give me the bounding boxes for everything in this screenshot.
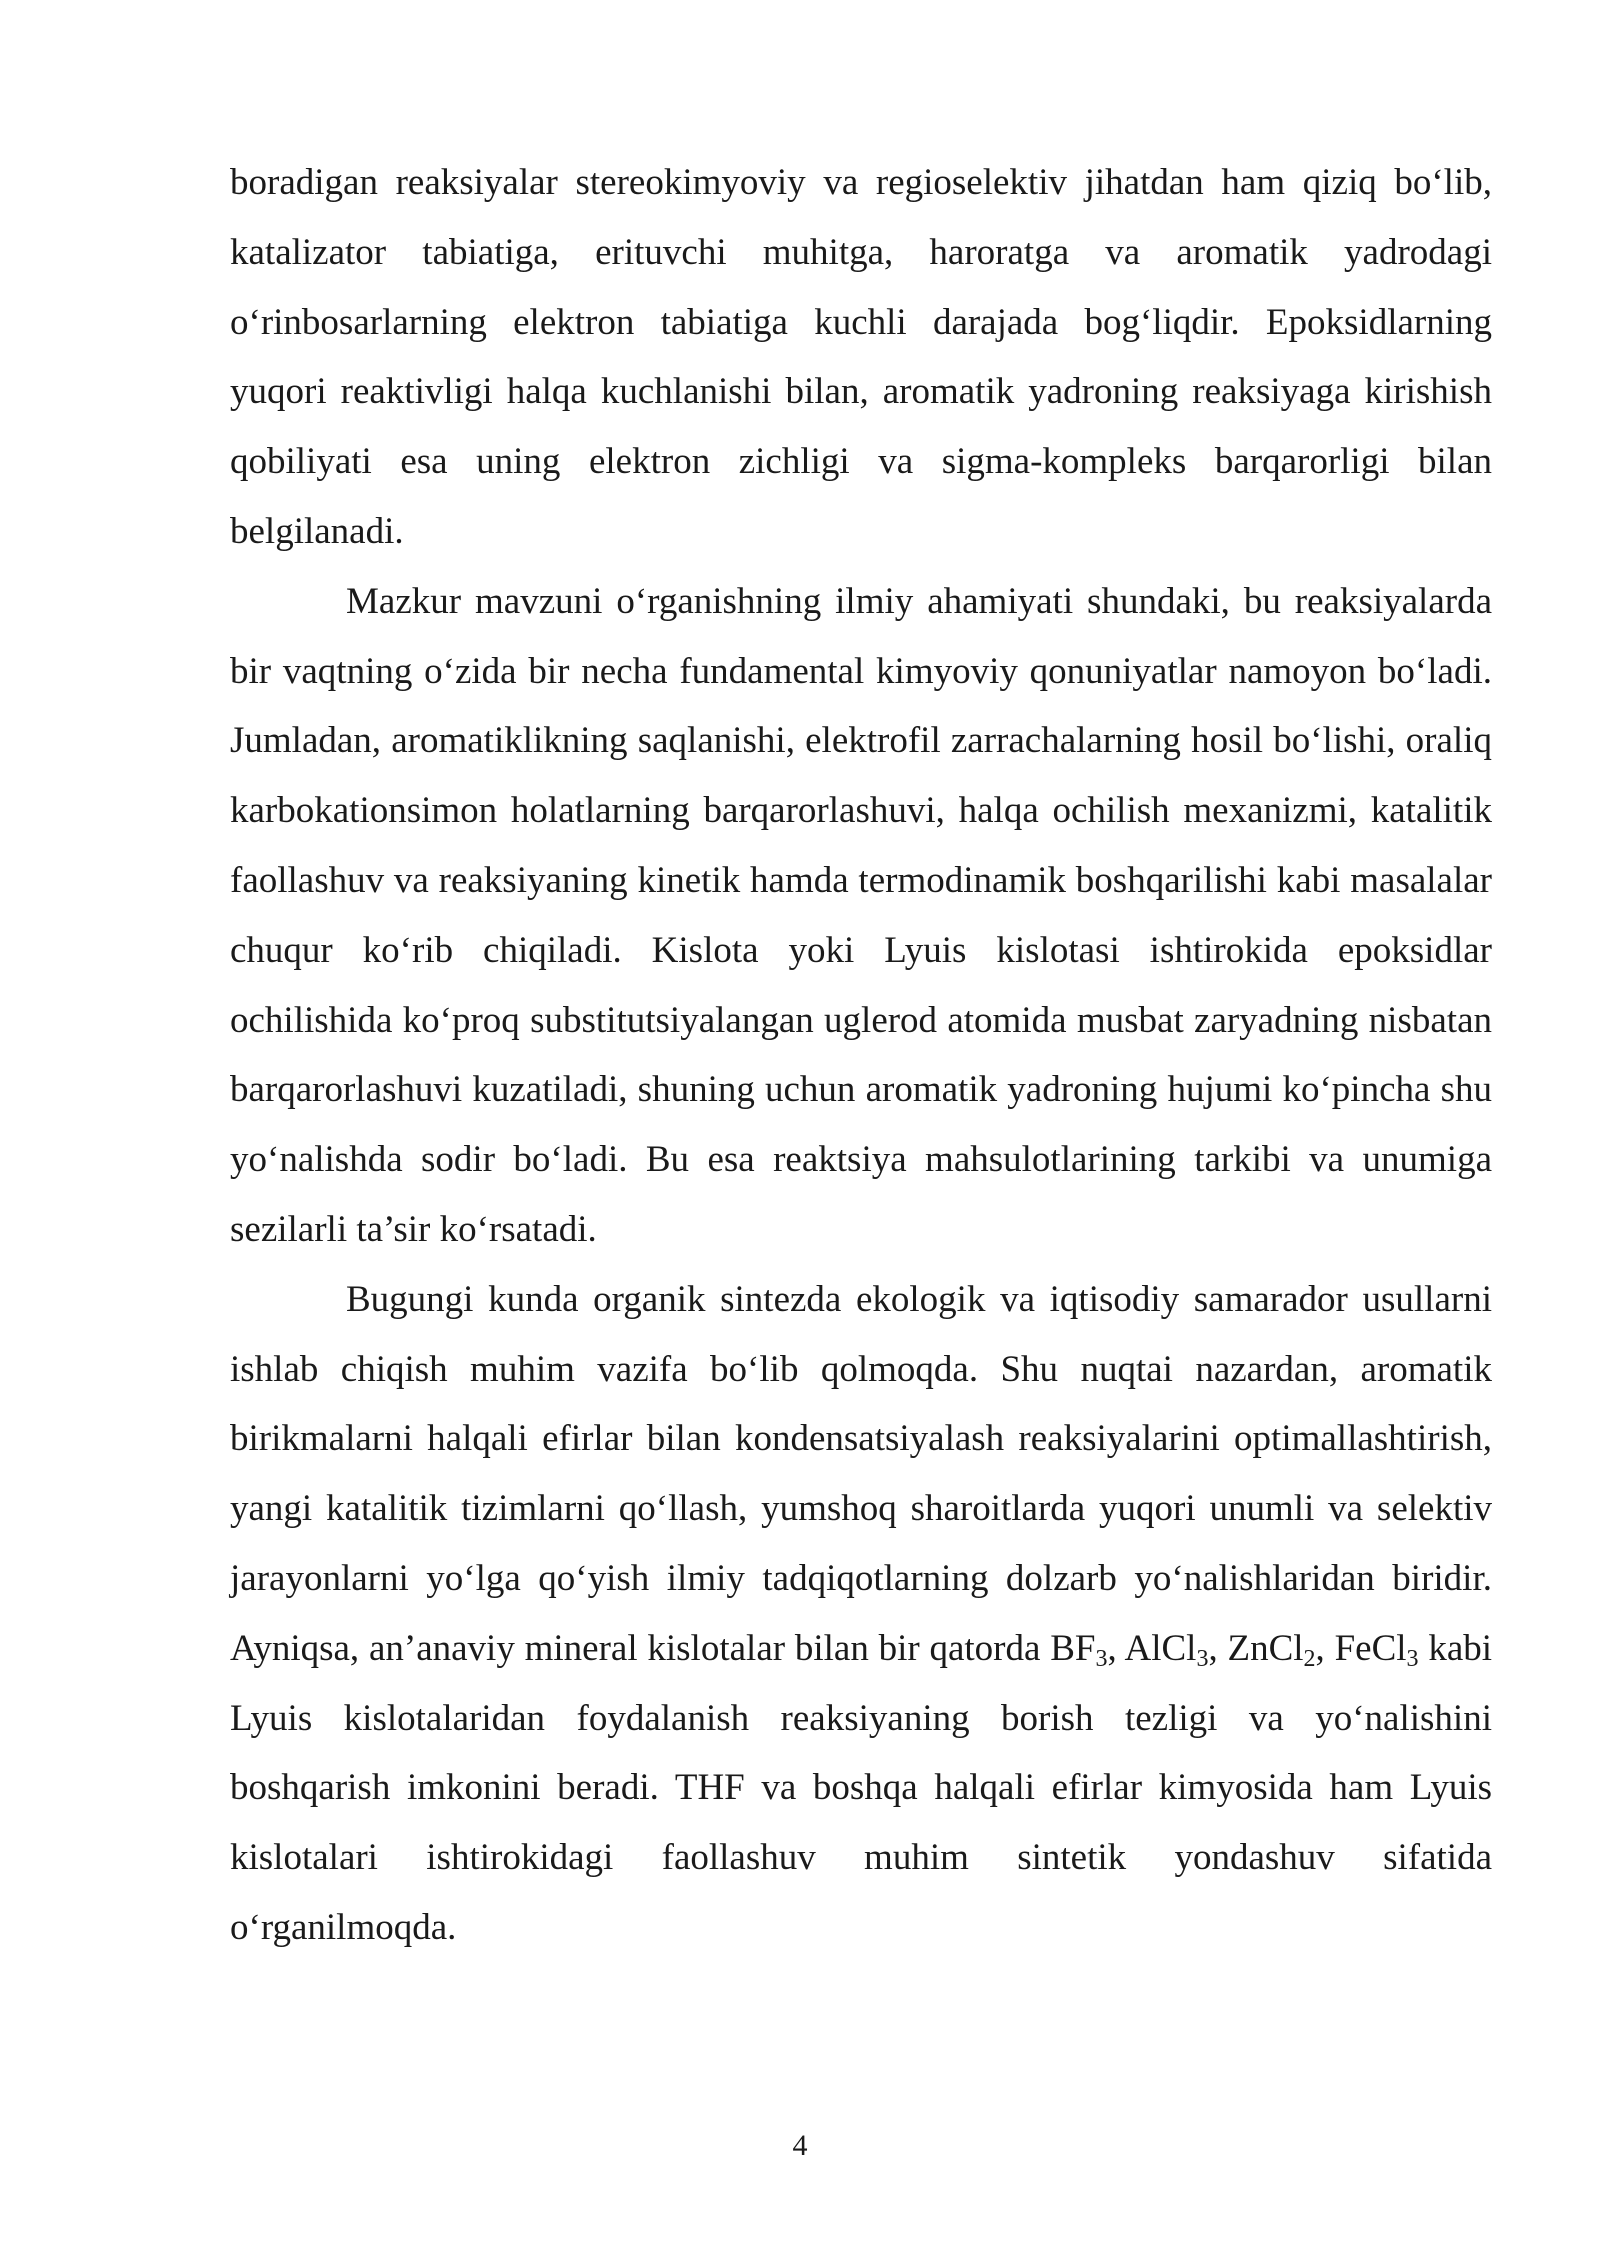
formula-fecl3 [1334, 1627, 1419, 1672]
formula-separator: , [1315, 1627, 1325, 1669]
formula-base: AlCl [1124, 1627, 1197, 1669]
formula-subscript: 3 [1406, 1645, 1419, 1672]
formula-subscript: 3 [1196, 1645, 1209, 1672]
paragraph-2: Mazkur mavzuni o‘rganishning ilmiy ahamiyati shundaki, bu reaksiyalarda bir vaqtning o‘zida bir necha fundamental kimyoviy qonuniyatlar namoyon bo‘ladi. Jumladan, aromatiklikning saqlanishi, elektrofil zarrachalarning hosil bo‘lishi, oraliq karbokationsimon holatlarning barqarorlashuvi, halqa ochilish mexanizmi, katalitik faollashuv va reaksiyaning kinetik hamda termodinamik boshqarilishi kabi masalalar chuqur ko‘rib chiqiladi. Kislota yoki Lyuis kislotasi ishtirokida epoksidlar ochilishida ko‘proq substitutsiyalangan uglerod atomida musbat zaryadning nisbatan barqarorlashuvi kuzatiladi, shuning uchun aromatik yadroning hujumi ko‘pincha shu yo‘nalishda sodir bo‘ladi. Bu esa reaktsiya mahsulotlarining tarkibi va unumiga sezilarli ta’sir ko‘rsatadi. [230, 580, 1492, 1250]
formula-subscript: 2 [1303, 1645, 1316, 1672]
paragraph-3 [230, 1265, 1492, 1963]
document-page [230, 148, 1492, 1963]
formula-separator: , [1208, 1627, 1218, 1669]
formula-separator: , [1107, 1627, 1117, 1669]
formula-base: BF [1050, 1627, 1096, 1669]
paragraph-3-text-start: Bugungi kunda organik sintezda ekologik va iqtisodiy samarador usullarni ishlab chiqish muhim vazifa bo‘lib qolmoqda. Shu nuqtai nazardan, aromatik birikmalarni halqali efirlar bilan kondensatsiyalash reaksiyalarini optimallashtirish, yangi katalitik tizimlarni qo‘llash, yumshoq sharoitlarda yuqori unumli va selektiv jarayonlarni yo‘lga qo‘yish ilmiy tadqiqotlarning dolzarb yo‘nalishlaridan biridir. Ayniqsa, an’anaviy mineral kislotalar bilan bir qatorda [230, 1278, 1492, 1669]
formula-bf3 [1050, 1627, 1117, 1672]
page-number: 4 [792, 2129, 808, 2162]
formula-zncl2 [1227, 1627, 1325, 1672]
formula-subscript: 3 [1095, 1645, 1108, 1672]
paragraph-1: boradigan reaksiyalar stereokimyoviy va regioselektiv jihatdan ham qiziq bo‘lib, katalizator tabiatiga, erituvchi muhitga, haroratga va aromatik yadrodagi o‘rinbosarlarning elektron tabiatiga kuchli darajada bog‘liqdir. Epoksidlarning yuqori reaktivligi halqa kuchlanishi bilan, aromatik yadroning reaksiyaga kirishish qobiliyati esa uning elektron zichligi va sigma-kompleks barqarorligi bilan belgilanadi. [230, 162, 1492, 552]
formula-base: FeCl [1334, 1627, 1407, 1669]
formula-base: ZnCl [1227, 1627, 1304, 1669]
formula-alcl3 [1124, 1627, 1218, 1672]
paragraph-3-text-end: kabi Lyuis kislotalaridan foydalanish reaksiyaning borish tezligi va yo‘nalishini boshqarish imkonini beradi. THF va boshqa halqali efirlar kimyosida ham Lyuis kislotalari ishtirokidagi faollashuv muhim sintetik yondashuv sifatida o‘rganilmoqda. [230, 1627, 1493, 1948]
